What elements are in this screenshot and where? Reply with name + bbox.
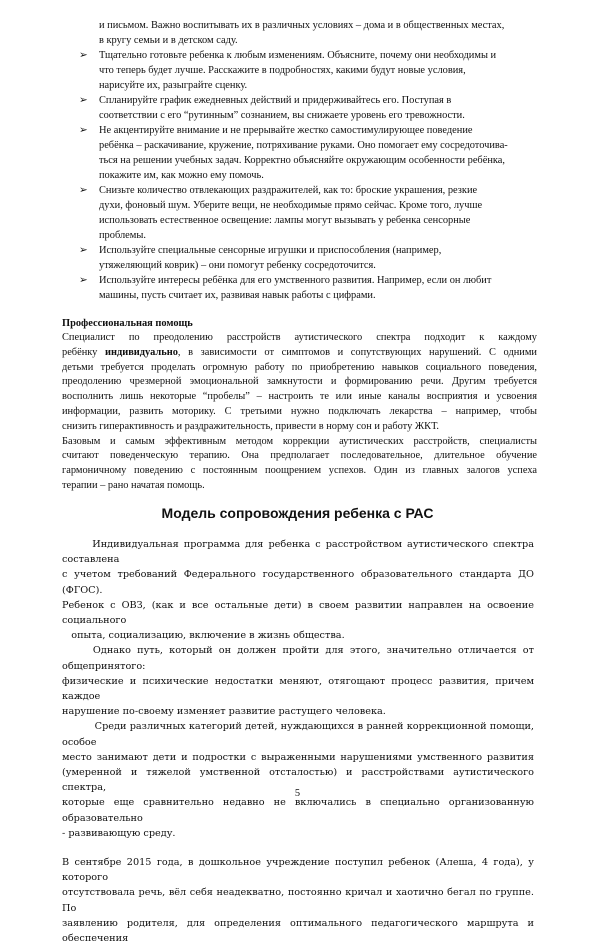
bullet-item [62,18,537,48]
bullet-item [62,243,537,273]
paragraph-line: детьми требуется проделать огромную работу по приобретению навыков социального поведения, [62,361,537,373]
page-number: 5 [294,788,301,799]
paragraph-line: информации, развить моторику. С третьими нужно подключать лекарства – например, чтобы [62,405,537,417]
bullet-line: ребёнка – раскачивание, кружение, потряхивание руками. Оно помогает ему сосредоточива- [99,140,508,151]
paragraph-line: опыта, социализацию, включение в жизнь общества. [62,630,345,642]
paragraph-line: (умеренной и тяжелой умственной отсталостью) и расстройствами аутистического спектра, [62,767,538,794]
paragraph-line: снизить гиперактивность и раздражительность, привести в норму сон и работу ЖКТ. [62,420,440,432]
emphasis-text: индивидуально [104,346,178,358]
paragraph-line: Базовым и самым эффективным методом коррекции аутистических расстройств, специалисты [62,435,537,447]
paragraph-line: - развивающую среду. [62,827,176,839]
bullet-line: Спланируйте график ежедневных действий и придерживайтесь его. Поступая в [99,95,452,106]
paragraph-line: физические и психические недостатки меняют, отягощают процесс развития, причем каждое [62,675,538,703]
paragraph-gap [62,841,534,855]
paragraph-line: Среди различных категорий детей, нуждающихся в ранней коррекционной помощи, особое [62,721,538,748]
bullet-item [62,48,537,93]
paragraph-lines [62,435,537,494]
paragraph-line: с учетом требований Федерального государственного образовательного стандарта ДО (ФГОС). [62,569,538,596]
paragraph-line: считают поведенческую терапию. Она предполагает последовательное, длительное обучение [62,450,537,462]
bullet-line: соответствии с его “рутинным” сознанием, вы снижаете уровень его тревожности. [99,110,465,121]
arrow-bullet-icon: ➢ [79,184,88,196]
bullet-item [62,123,537,183]
paragraph-line: восполнить лишь некоторые “пробелы” – настроить те или иные каналы восприятия и усвоения [62,391,537,403]
bullet-line: в кругу семьи и в детском саду. [99,35,238,46]
bullet-line: духи, фоновый шум. Уберите вещи, не необходимые прямо сейчас. Кроме того, лучше [99,200,483,211]
bullet-item [62,93,537,123]
paragraph-line: Специалист по преодолению расстройств аутистического спектра подходит к каждому [62,332,537,343]
bullet-item [62,273,537,303]
paragraph-line: гармоничному поведению с постоянным поощрением успехов. Один из главных залогов успеха [62,465,537,477]
model-section [62,537,538,946]
paragraph-line: терапии – рано начатая помощь. [62,479,205,491]
text-run: ребёнку [62,346,105,358]
bullet-line: Снизьте количество отвлекающих раздражителей, как то: броские украшения, резкие [99,185,478,196]
arrow-bullet-icon: ➢ [79,244,88,256]
bullet-item [62,183,537,243]
bullet-line: что теперь будет лучше. Расскажите в подробностях, какими будут новые условия, [99,65,466,76]
bullet-list [62,18,537,303]
bullet-line: проблемы. [99,230,146,241]
bullet-line: Не акцентируйте внимание и не прерывайте жестко самостимулирующее поведение [99,125,473,136]
bullet-line: покажите им, как можно ему помочь. [99,170,264,181]
arrow-bullet-icon: ➢ [79,124,88,136]
bullet-line: Тщательно готовьте ребенка к любым изменениям. Объясните, почему они необходимы и [99,50,497,61]
arrow-bullet-icon: ➢ [79,94,88,106]
paragraph-line: Ребенок с ОВЗ, (как и все остальные дети) в своем развитии направлен на освоение социального [62,599,538,627]
last-paragraph [62,855,534,946]
arrow-bullet-icon: ➢ [79,49,88,61]
bullet-line: использовать естественное освещение: лампы могут вызывать у ребенка сенсорные [99,215,471,226]
bullet-line: ться на решении учебных задач. Корректно объясняйте окружающим особенности ребёнка, [99,155,505,166]
section-title: Модель сопровождения ребенка с РАС [161,505,434,521]
professional-help-section [62,316,537,494]
bullet-line: Используйте интересы ребёнка для его умственного развития. Например, если он любит [99,275,492,286]
paragraph-line: отсутствовала речь, вёл себя неадекватно, постоянно кричал и хаотично бегал по группе. По [62,887,534,914]
paragraph-line [62,346,537,361]
bullet-line: Используйте специальные сенсорные игрушки и приспособления (например, [99,245,442,256]
paragraph-lines [62,361,537,435]
paragraph-line: преодолению чрезмерной эмоциональной замкнутости и формированию речи. Другим требуется [62,376,537,388]
paragraph-line: место занимают дети и подростки с выраженными нарушениями умственного развития [62,751,534,763]
paragraph-line: заявлению родителя, для определения оптимального педагогического маршрута и обеспечения [62,917,534,945]
text-run: , в зависимости от симптомов и сопутствующих нарушений. С одними [177,346,537,358]
arrow-bullet-icon: ➢ [79,274,88,286]
paragraph-line: Однако путь, который он должен пройти для этого, значительно отличается от общепринятого: [62,645,538,672]
paragraph-line: Индивидуальная программа для ребенка с расстройством аутистического спектра составлена [62,539,538,566]
bullet-line: утяжеляющий коврик) – они помогут ребенку сосредоточится. [99,260,376,271]
bullet-line: машины, пусть считает их, развивая навык работы с цифрами. [99,290,376,301]
bullet-line: нарисуйте их, разыграйте сценку. [99,80,248,91]
paragraph-line: нарушение по-своему изменяет развитие растущего человека. [62,706,386,718]
section-heading: Профессиональная помощь [62,318,193,329]
bullet-line: и письмом. Важно воспитывать их в различных условиях – дома и в общественных местах, [99,20,505,31]
paragraph-line: которые еще сравнительно недавно не включались в специально организованную образовательно [62,797,538,824]
paragraph-line: В сентябре 2015 года, в дошкольное учреждение поступил ребенок (Алеша, 4 года), у которого [62,857,534,884]
